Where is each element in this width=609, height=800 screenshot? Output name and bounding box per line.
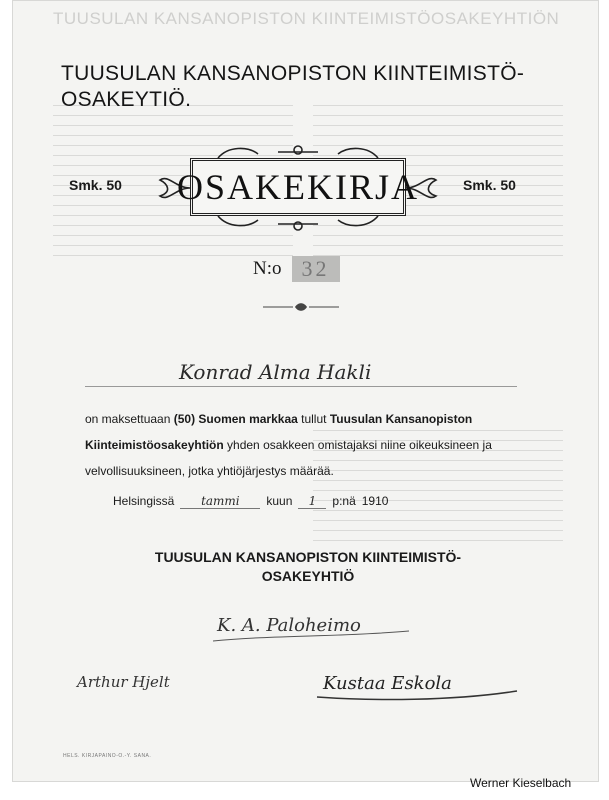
certificate-body xyxy=(85,406,505,484)
certificate-number xyxy=(253,256,340,282)
kuun-label: kuun xyxy=(266,494,293,508)
number-value: 32 xyxy=(292,256,340,282)
printer-imprint: HELS. KIRJAPAINO-O.-Y. SANA. xyxy=(63,753,152,759)
title-cartouche xyxy=(158,144,438,234)
owner-name-text: Konrad Alma Hakli xyxy=(179,360,372,384)
body-amount: (50) Suomen markkaa xyxy=(173,412,298,426)
signature-left-text: Arthur Hjelt xyxy=(77,673,170,691)
owner-signature xyxy=(173,351,453,391)
company-name-line1: TUUSULAN KANSANOPISTON KIINTEIMISTÖ- xyxy=(61,62,525,85)
issuer-line2: OSAKEYHTIÖ xyxy=(261,568,355,584)
signature-center-text: K. A. Paloheimo xyxy=(217,615,361,636)
share-certificate xyxy=(12,0,599,782)
certificate-title: OSAKEKIRJA xyxy=(177,167,420,207)
company-name xyxy=(61,61,561,113)
day-handwritten: 1 xyxy=(298,494,326,509)
title-box xyxy=(177,158,420,216)
year: 1910 xyxy=(361,494,389,508)
signature-right-text: Kustaa Eskola xyxy=(323,673,452,694)
month-handwritten: tammi xyxy=(180,494,260,509)
date-line xyxy=(113,494,388,509)
company-name-line2: OSAKEYTIÖ. xyxy=(61,88,192,111)
body-post: yhden osakkeen omistajaksi niine oikeuksineen ja velvollisuuksineen, jotka yhtiöjärjestys määrää. xyxy=(85,438,492,478)
body-company: Tuusulan Kansanopiston Kiinteimistöosakeyhtiön xyxy=(85,412,473,452)
denomination-left: Smk. 50 xyxy=(69,177,122,193)
issuer-company xyxy=(128,548,488,586)
photo-credit: Werner Kieselbach xyxy=(470,776,572,790)
signature-left xyxy=(73,661,223,701)
owner-underline xyxy=(85,386,517,387)
place: Helsingissä xyxy=(113,494,175,508)
issuer-line1: TUUSULAN KANSANOPISTON KIINTEIMISTÖ- xyxy=(154,549,462,565)
ghost-heading: TUUSULAN KANSANOPISTON KIINTEIMISTÖOSAKEYHTIÖN xyxy=(53,9,560,28)
signature-right xyxy=(313,661,523,706)
denomination-right: Smk. 50 xyxy=(463,177,516,193)
body-pre: on maksettuaan xyxy=(85,412,174,426)
number-label: N:o xyxy=(253,258,282,279)
body-mid: tullut xyxy=(297,412,330,426)
signature-center xyxy=(213,601,413,649)
divider-ornament xyxy=(261,301,341,313)
pna-label: p:nä xyxy=(332,494,356,508)
